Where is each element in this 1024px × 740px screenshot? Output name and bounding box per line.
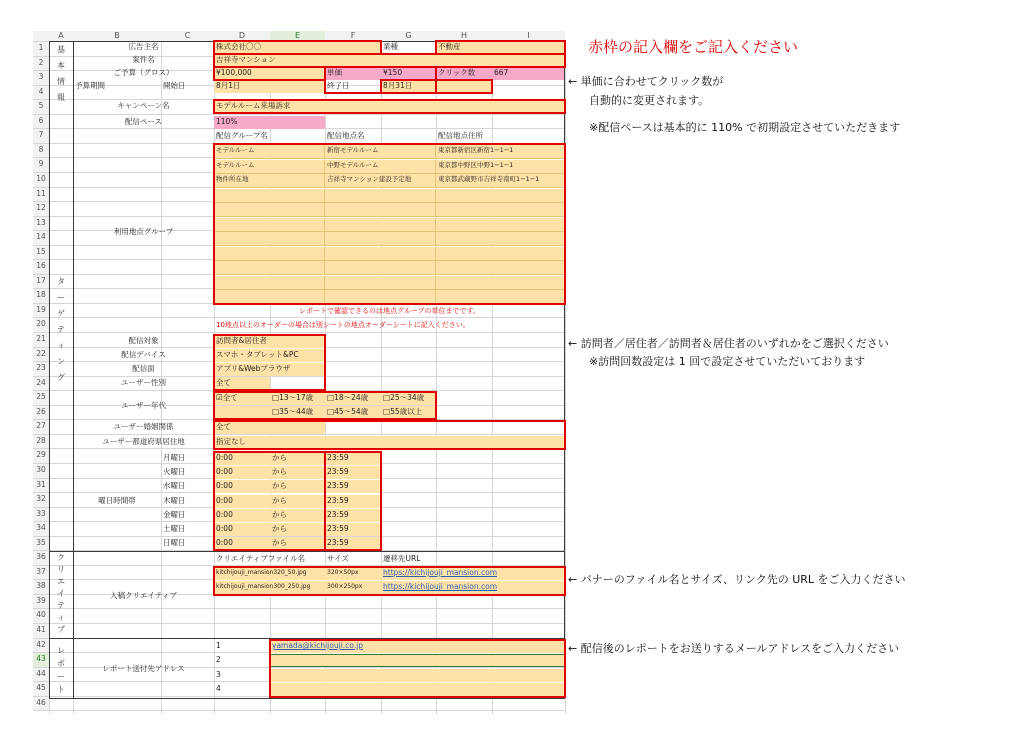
- label-device: 配信デバイス: [121, 350, 166, 359]
- corner-cell[interactable]: [33, 31, 49, 41]
- section-label-char: ー: [57, 672, 65, 681]
- row-header[interactable]: 29: [36, 450, 46, 460]
- row-header[interactable]: 20: [36, 319, 46, 329]
- day-start-time[interactable]: 0:00: [214, 466, 270, 479]
- unit-price-label: 単価: [325, 67, 381, 80]
- day-end-time[interactable]: 23:59: [325, 480, 381, 493]
- day-sep: から: [270, 523, 325, 536]
- section-label-char: ブ: [57, 625, 65, 634]
- section-label-char: ー: [57, 293, 65, 302]
- day-label: 火曜日: [163, 467, 186, 477]
- section-label-char: ポ: [57, 659, 65, 668]
- row-header[interactable]: 9: [38, 159, 44, 169]
- frame-creatives: [213, 566, 566, 596]
- col-header-a[interactable]: A: [49, 31, 73, 41]
- row-header[interactable]: 18: [36, 290, 46, 300]
- frame-locations: [213, 143, 566, 305]
- email-row-number: 2: [216, 655, 221, 665]
- gridline-h: [33, 114, 566, 115]
- age-55-plus-checkbox[interactable]: □55歳以上: [381, 406, 436, 419]
- row-header[interactable]: 41: [36, 625, 46, 634]
- label-period: 予算期間: [75, 81, 105, 90]
- age-18-24-checkbox[interactable]: □18～24歳: [325, 392, 381, 405]
- row-header[interactable]: 27: [36, 421, 46, 431]
- note-pace: ※配信ペースは基本的に 110% で初期設定させていただきます: [589, 121, 901, 134]
- row-header[interactable]: 44: [36, 668, 46, 678]
- click-count-label: クリック数: [436, 67, 492, 80]
- row-header[interactable]: 30: [36, 464, 46, 474]
- gender-select[interactable]: 全て: [214, 377, 270, 390]
- label-advertiser: 広告主名: [128, 42, 159, 51]
- label-pace: 配信ペース: [124, 117, 163, 126]
- label-age: ユーザー年代: [121, 401, 166, 410]
- gridline-h: [33, 608, 566, 609]
- location-cell[interactable]: 東京都新宿区新宿1−1−1: [436, 145, 565, 159]
- row-header[interactable]: 12: [36, 203, 46, 213]
- location-note-2: 10地点以上のオーダーの場合は別シートの地点オーダーシートに記入ください。: [216, 321, 470, 329]
- frame-end-date: [380, 79, 493, 94]
- section-label-char: 情: [57, 77, 65, 86]
- day-end-time[interactable]: 23:59: [325, 523, 381, 536]
- section-label-report: [49, 644, 73, 696]
- creative-header-size: サイズ: [327, 554, 349, 563]
- row-header[interactable]: 3: [38, 72, 44, 82]
- gridline-h: [33, 623, 566, 624]
- row-header[interactable]: 39: [36, 595, 46, 605]
- section-label-char: ゲ: [57, 309, 65, 318]
- creative-file-name[interactable]: kitchijouji_mansion300_250.jpg: [214, 581, 325, 594]
- label-location-group: 利用地点グループ: [113, 227, 174, 236]
- location-cell[interactable]: 吉祥寺マンション建設予定地: [325, 174, 436, 188]
- pace-field[interactable]: 110%: [214, 116, 325, 129]
- age-45-54-checkbox[interactable]: □45～54歳: [325, 406, 381, 419]
- row-header[interactable]: 13: [36, 217, 46, 227]
- row-header[interactable]: 25: [36, 392, 46, 402]
- row-header[interactable]: 14: [36, 232, 46, 242]
- creative-header-file: クリエイティブファイル名: [216, 554, 306, 563]
- creative-size[interactable]: 320×50px: [325, 567, 381, 580]
- row-header[interactable]: 34: [36, 523, 46, 533]
- day-label: 水曜日: [163, 481, 186, 491]
- day-start-time[interactable]: 0:00: [214, 452, 270, 465]
- email-row-number: 1: [216, 641, 221, 650]
- day-start-time[interactable]: 0:00: [214, 495, 270, 508]
- day-end-time[interactable]: 23:59: [325, 466, 381, 479]
- row-header[interactable]: 43: [33, 652, 49, 667]
- day-sep: から: [270, 495, 325, 508]
- instruction-title: 赤枠の記入欄をご記入ください: [588, 38, 799, 56]
- placement-select[interactable]: アプリ&Webブラウザ: [214, 363, 325, 376]
- gridline-h: [33, 710, 566, 711]
- row-header[interactable]: 5: [38, 101, 44, 111]
- section-label-char: ィ: [57, 613, 65, 622]
- row-header[interactable]: 10: [36, 173, 46, 183]
- col-header-g[interactable]: G: [381, 31, 436, 41]
- creative-file-name[interactable]: kitchijouji_mansion320_50.jpg: [214, 567, 325, 580]
- row-header[interactable]: 26: [36, 406, 46, 416]
- day-label: 日曜日: [163, 538, 186, 548]
- end-date-field[interactable]: 8月31日: [381, 80, 492, 93]
- age-35-44-checkbox[interactable]: □35～44歳: [270, 406, 325, 419]
- label-marital: ユーザー婚姻関係: [113, 422, 174, 431]
- frame-emails: [269, 639, 566, 698]
- row-header[interactable]: 46: [36, 697, 46, 707]
- campaign-field[interactable]: モデルルーム来場訴求: [214, 100, 565, 113]
- day-sep: から: [270, 466, 325, 479]
- note-clicks-line2: 自動的に変更されます。: [589, 94, 710, 107]
- location-cell[interactable]: モデルルーム: [214, 145, 325, 159]
- frame-marital: [213, 420, 566, 450]
- section-label-targeting: [49, 274, 73, 386]
- note-clicks-line1: ← 単価に合わせてクリック数が: [568, 75, 724, 88]
- section-label-char: テ: [57, 325, 65, 334]
- col-header-i[interactable]: I: [492, 31, 565, 41]
- email-input[interactable]: yamada@kichijouji.co.jp: [270, 640, 565, 653]
- project-field[interactable]: 吉祥寺マンション: [214, 54, 565, 67]
- col-header-f[interactable]: F: [325, 31, 381, 41]
- marital-select[interactable]: 全て: [214, 421, 325, 434]
- label-residence: ユーザー都道府県居住地: [102, 437, 185, 446]
- row-header[interactable]: 40: [36, 610, 46, 620]
- row-header[interactable]: 17: [36, 275, 46, 285]
- section-label-char: 本: [57, 61, 65, 70]
- end-date-label: 終了日: [327, 81, 350, 90]
- row-header[interactable]: 32: [36, 494, 46, 504]
- section-label-char: ト: [57, 685, 65, 694]
- location-header-address: 配信地点住所: [438, 131, 483, 140]
- row-header[interactable]: 37: [36, 566, 46, 576]
- label-budget: ご予算（グロス）: [113, 68, 174, 77]
- row-header[interactable]: 42: [36, 639, 46, 649]
- location-header-group: 配信グループ名: [216, 131, 268, 140]
- label-report-email: レポート送付先アドレス: [102, 664, 185, 673]
- col-header-b[interactable]: B: [73, 31, 161, 41]
- row-header[interactable]: 28: [36, 435, 46, 445]
- row-header[interactable]: 24: [36, 377, 46, 387]
- section-label-char: ィ: [57, 341, 65, 350]
- day-start-time[interactable]: 0:00: [214, 523, 270, 536]
- row-header[interactable]: 6: [38, 115, 44, 125]
- creative-url-link[interactable]: https://kichijouji_mansion.com: [381, 567, 565, 580]
- note-target-line2: ※訪問回数設定は 1 回で設定させていただいております: [589, 355, 866, 368]
- section-label-char: グ: [57, 373, 65, 382]
- row-header[interactable]: 8: [38, 144, 44, 154]
- label-creative: 入稿クリエイティブ: [110, 591, 177, 600]
- label-start-date: 開始日: [163, 81, 186, 90]
- col-header-e[interactable]: E: [270, 31, 325, 41]
- day-end-time[interactable]: 23:59: [325, 452, 381, 465]
- section-label-basic-info: [49, 42, 73, 106]
- section-label-char: イ: [57, 589, 65, 598]
- day-sep: から: [270, 537, 325, 550]
- day-label: 木曜日: [163, 495, 186, 505]
- email-row-number: 4: [216, 684, 221, 694]
- col-header-d[interactable]: D: [214, 31, 270, 41]
- location-cell[interactable]: 東京都中野区中野1−1−1: [436, 160, 565, 174]
- location-cell[interactable]: モデルルーム: [214, 160, 325, 174]
- label-placement: 配信面: [132, 364, 155, 373]
- row-header[interactable]: 2: [38, 57, 44, 67]
- section-label-char: タ: [57, 277, 65, 286]
- day-label: 月曜日: [163, 453, 186, 462]
- location-cell[interactable]: 東京都武蔵野市吉祥寺南町1−1−1: [436, 174, 565, 188]
- row-header[interactable]: 33: [36, 508, 46, 518]
- row-header[interactable]: 16: [36, 261, 46, 271]
- day-sep: から: [270, 452, 325, 465]
- day-sep: から: [270, 480, 325, 493]
- industry-field[interactable]: 不動産: [436, 41, 565, 54]
- row-header[interactable]: 21: [36, 334, 46, 343]
- advertiser-field[interactable]: 株式会社〇〇: [214, 41, 381, 54]
- col-header-h[interactable]: H: [436, 31, 492, 41]
- row-header[interactable]: 35: [36, 537, 46, 547]
- day-label: 土曜日: [163, 524, 186, 533]
- gridline-v: [565, 41, 566, 714]
- location-cell[interactable]: 物件所在地: [214, 174, 325, 188]
- age-13-17-checkbox[interactable]: □13～17歳: [270, 392, 325, 405]
- row-header[interactable]: 19: [36, 304, 46, 314]
- start-date-field[interactable]: 8月1日: [214, 80, 325, 93]
- label-gender: ユーザー性別: [121, 378, 166, 387]
- frame-age: [213, 391, 437, 420]
- row-header[interactable]: 45: [36, 683, 46, 693]
- section-label-char: テ: [57, 601, 65, 610]
- frame-targeting: [213, 334, 326, 391]
- row-header[interactable]: 7: [38, 130, 44, 140]
- note-target-line1: ← 訪問者／居住者／訪問者＆居住者のいずれかをご選択ください: [568, 337, 889, 350]
- frame-day-start: [213, 451, 326, 551]
- row-header[interactable]: 38: [36, 581, 46, 591]
- row-header[interactable]: 36: [36, 552, 46, 562]
- row-header[interactable]: 15: [36, 246, 46, 256]
- age-all-checkbox[interactable]: ☑全て: [214, 392, 270, 405]
- location-cell[interactable]: 新宿モデルルーム: [325, 145, 436, 159]
- click-count-value: 667: [492, 67, 565, 80]
- section-label-char: ク: [57, 553, 65, 562]
- label-campaign: キャンペーン名: [117, 101, 170, 110]
- row-header[interactable]: 22: [36, 348, 46, 358]
- location-header-name: 配信地点名: [327, 131, 365, 140]
- creative-header-url: 遷移先URL: [383, 554, 421, 563]
- col-header-c[interactable]: C: [161, 31, 214, 41]
- section-label-char: エ: [57, 577, 65, 586]
- frame-day-end: [324, 451, 382, 551]
- budget-field[interactable]: ¥100,000: [214, 67, 325, 80]
- row-header[interactable]: 31: [36, 479, 46, 489]
- day-start-time[interactable]: 0:00: [214, 537, 270, 550]
- section-label-char: リ: [57, 565, 65, 574]
- day-label: 金曜日: [163, 509, 186, 519]
- email-row-number: 3: [216, 669, 221, 679]
- label-dayparting: 曜日時間帯: [98, 496, 136, 505]
- row-header[interactable]: 11: [36, 188, 46, 198]
- section-label-char: 基: [57, 45, 65, 54]
- section-label-char: レ: [57, 646, 65, 655]
- row-header[interactable]: 23: [36, 363, 46, 373]
- creative-url-link[interactable]: https://kichijouji_mansion.com: [381, 581, 565, 594]
- day-sep: から: [270, 509, 325, 522]
- label-target-type: 配信対象: [128, 336, 159, 345]
- residence-field[interactable]: 指定なし: [214, 436, 565, 449]
- row-header[interactable]: 1: [38, 43, 44, 52]
- frame-budget: [213, 66, 326, 81]
- location-note-1: レポートで確認できるのは地点グループの単位までです。: [299, 307, 480, 315]
- day-start-time[interactable]: 0:00: [214, 480, 270, 493]
- unit-price-value: ¥150: [381, 67, 436, 80]
- section-label-char: ン: [57, 357, 65, 366]
- day-start-time[interactable]: 0:00: [214, 509, 270, 522]
- label-project: 案件名: [132, 55, 155, 64]
- device-select[interactable]: スマホ・タブレット&PC: [214, 349, 325, 362]
- target-type-select[interactable]: 訪問者&居住者: [214, 335, 325, 348]
- note-report: ← 配信後のレポートをお送りするメールアドレスをご入力ください: [568, 642, 900, 655]
- age-25-34-checkbox[interactable]: □25～34歳: [381, 392, 436, 405]
- industry-label: 業種: [383, 42, 398, 51]
- day-end-time[interactable]: 23:59: [325, 495, 381, 508]
- section-label-creative: [49, 552, 73, 636]
- frame-campaign: [213, 99, 566, 114]
- location-cell[interactable]: 中野モデルルーム: [325, 160, 436, 174]
- row-header[interactable]: 4: [38, 86, 44, 96]
- day-end-time[interactable]: 23:59: [325, 537, 381, 550]
- section-label-char: 報: [57, 93, 65, 102]
- day-end-time[interactable]: 23:59: [325, 509, 381, 522]
- note-banner: ← バナーのファイル名とサイズ、リンク先の URL をご入力ください: [568, 573, 906, 586]
- creative-size[interactable]: 300×250px: [325, 581, 381, 594]
